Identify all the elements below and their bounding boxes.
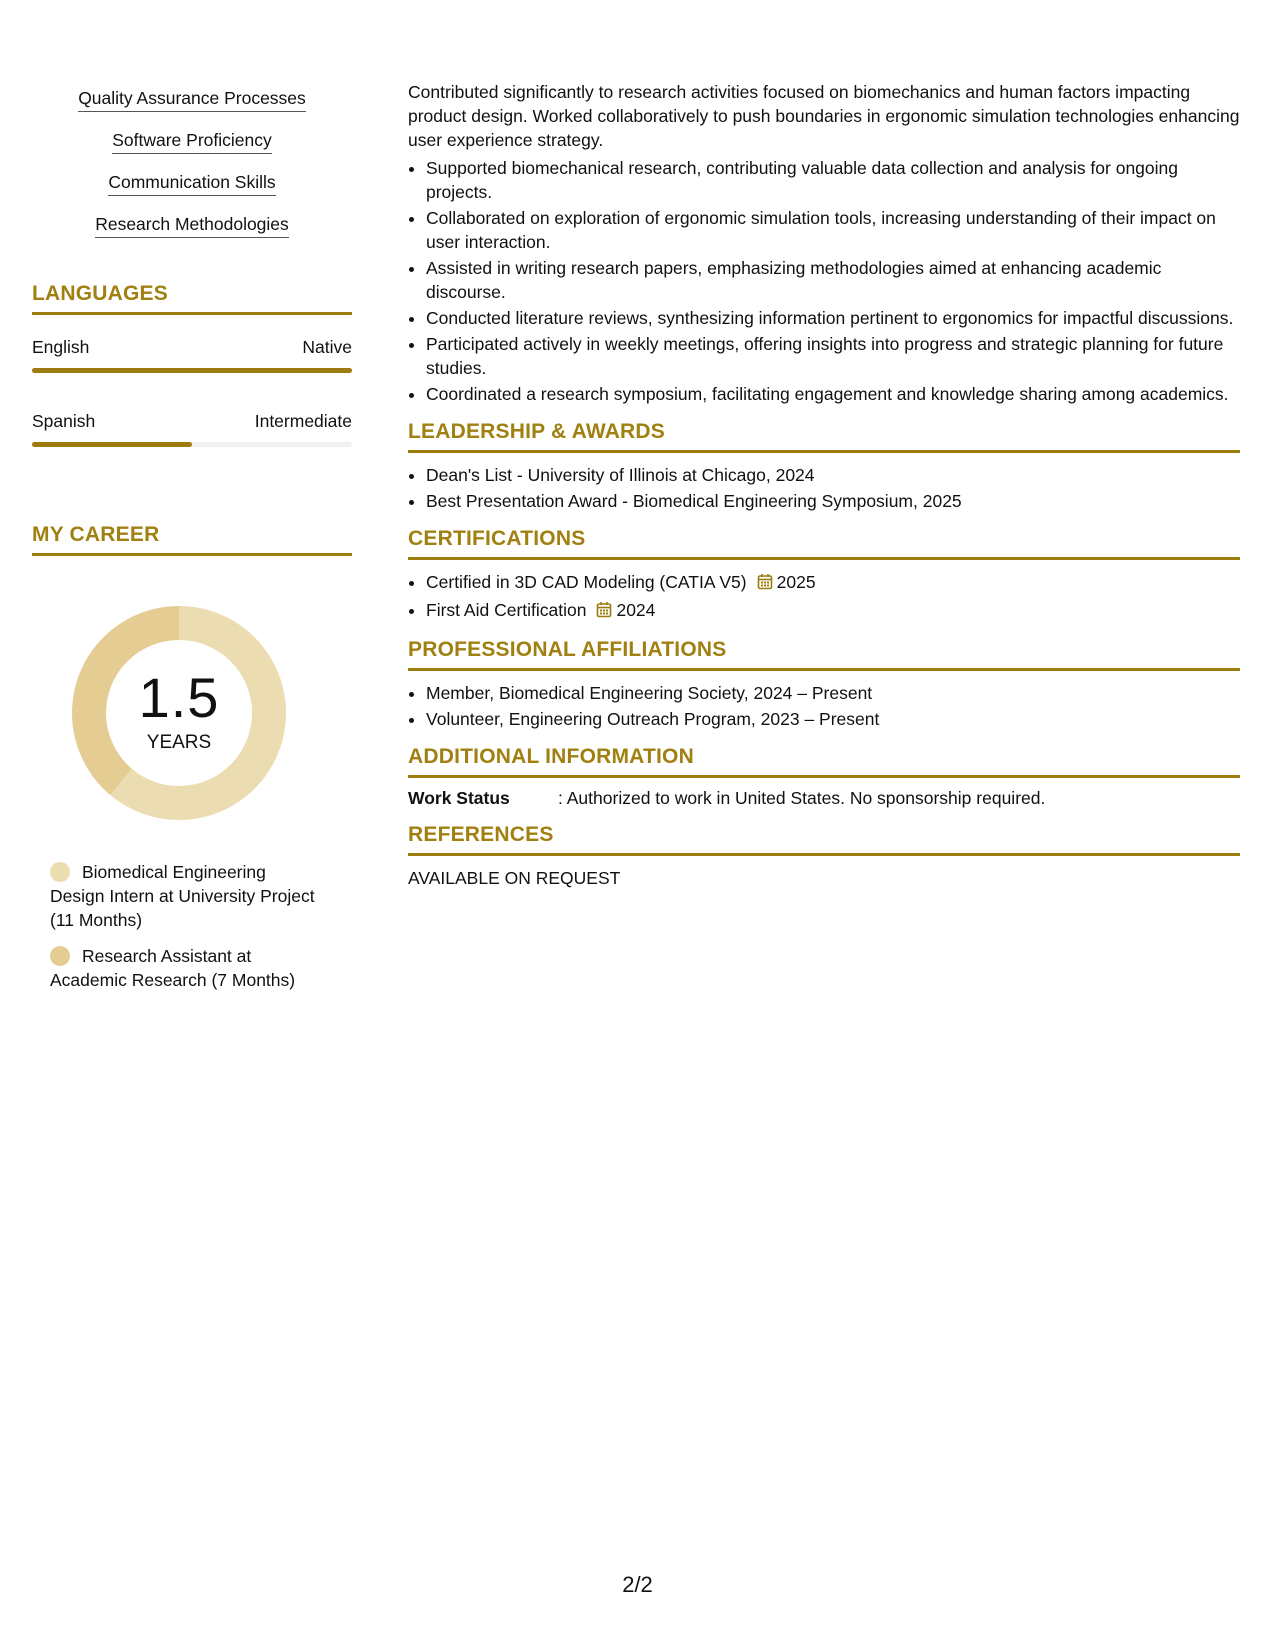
legend-dot	[50, 862, 70, 882]
certification-name: Certified in 3D CAD Modeling (CATIA V5)	[426, 572, 747, 592]
languages-heading: LANGUAGES	[32, 282, 352, 315]
skill-item	[32, 88, 352, 112]
calendar-icon	[596, 600, 612, 624]
skill-item	[32, 130, 352, 154]
skill-label: Communication Skills	[108, 172, 275, 196]
skill-label: Quality Assurance Processes	[78, 88, 306, 112]
languages-section	[32, 282, 352, 447]
work-status-row	[408, 788, 1240, 809]
experience-bullet: • Supported biomechanical research, contributing valuable data collection and analysis for ongoing projects.	[426, 156, 1240, 204]
language-proficiency-bar	[32, 368, 352, 373]
certifications-section	[408, 527, 1240, 624]
language-name: Spanish	[32, 411, 96, 431]
language-name: English	[32, 337, 90, 357]
certification-year: 2024	[616, 600, 656, 620]
career-legend-item	[50, 944, 320, 992]
certification-name: First Aid Certification	[426, 600, 587, 620]
experience-section	[408, 80, 1240, 406]
left-column	[32, 80, 352, 1004]
certification-year: 2025	[776, 572, 816, 592]
experience-bullet: • Collaborated on exploration of ergonomic simulation tools, increasing understanding of their impact on user interaction.	[426, 206, 1240, 254]
legend-label: Biomedical Engineering Design Intern at University Project (11 Months)	[50, 862, 315, 930]
legend-dot	[50, 946, 70, 966]
certification-item	[426, 570, 1240, 596]
additional-info-section	[408, 745, 1240, 809]
award-item: • Dean's List - University of Illinois at Chicago, 2024	[426, 463, 1240, 487]
career-heading: MY CAREER	[32, 523, 352, 556]
certification-item	[426, 598, 1240, 624]
skill-label: Research Methodologies	[95, 214, 289, 238]
career-total-unit: YEARS	[146, 732, 212, 753]
skill-label: Software Proficiency	[112, 130, 272, 154]
experience-bullet: • Conducted literature reviews, synthesizing information pertinent to ergonomics for impactful discussions.	[426, 306, 1240, 330]
skills-list	[32, 88, 352, 238]
affiliation-item: • Member, Biomedical Engineering Society, 2024 – Present	[426, 681, 1240, 705]
references-section	[408, 823, 1240, 889]
experience-summary: Contributed significantly to research activities focused on biomechanics and human factors impacting product design. Worked collaboratively to push boundaries in ergonomic simulation technologies enhancing user experience strategy.	[408, 82, 1240, 150]
references-heading: REFERENCES	[408, 823, 1240, 856]
language-level: Native	[302, 337, 352, 357]
calendar-icon	[757, 572, 773, 596]
language-proficiency-bar	[32, 442, 352, 447]
page-number: 2/2	[622, 1572, 653, 1597]
career-total-value: 1.5	[138, 666, 220, 729]
experience-bullet: • Participated actively in weekly meetings, offering insights into progress and strategic planning for future studies.	[426, 332, 1240, 380]
career-donut-chart	[66, 600, 292, 826]
award-item: • Best Presentation Award - Biomedical Engineering Symposium, 2025	[426, 489, 1240, 513]
leadership-heading: LEADERSHIP & AWARDS	[408, 420, 1240, 453]
right-column	[408, 80, 1240, 889]
affiliations-heading: PROFESSIONAL AFFILIATIONS	[408, 638, 1240, 671]
career-legend	[50, 860, 320, 992]
work-status-label: Work Status	[408, 788, 510, 808]
language-item	[32, 411, 352, 447]
language-level: Intermediate	[254, 411, 352, 431]
work-status-value: : Authorized to work in United States. No sponsorship required.	[558, 788, 1046, 808]
career-section	[32, 523, 352, 992]
certifications-heading: CERTIFICATIONS	[408, 527, 1240, 560]
language-proficiency-fill	[32, 442, 192, 447]
leadership-section	[408, 420, 1240, 513]
additional-info-heading: ADDITIONAL INFORMATION	[408, 745, 1240, 778]
experience-bullets	[408, 156, 1240, 406]
career-legend-item	[50, 860, 320, 932]
affiliations-section	[408, 638, 1240, 731]
language-proficiency-fill	[32, 368, 352, 373]
skill-item	[32, 214, 352, 238]
experience-bullet: • Coordinated a research symposium, facilitating engagement and knowledge sharing among academics.	[426, 382, 1240, 406]
language-item	[32, 337, 352, 373]
affiliation-item: • Volunteer, Engineering Outreach Program, 2023 – Present	[426, 707, 1240, 731]
experience-bullet: • Assisted in writing research papers, emphasizing methodologies aimed at enhancing academic discourse.	[426, 256, 1240, 304]
legend-label: Research Assistant at Academic Research (7 Months)	[50, 946, 296, 990]
references-text: AVAILABLE ON REQUEST	[408, 868, 621, 888]
skill-item	[32, 172, 352, 196]
